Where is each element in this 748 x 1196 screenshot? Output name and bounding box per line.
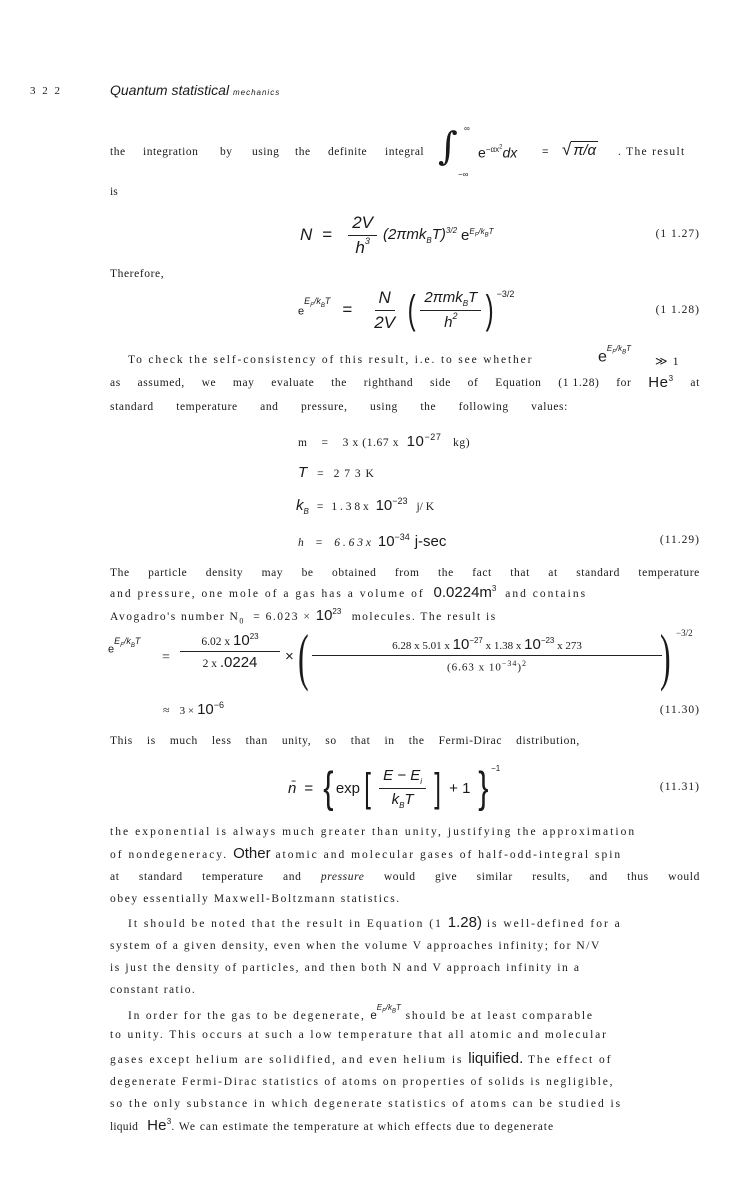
fraction-den: $k_BT$ [391, 790, 414, 810]
p7-line2: to unity. This occurs at such a low temperature that all atomic and molecular [110, 1029, 608, 1041]
word: much [169, 735, 198, 747]
word: thus [627, 871, 649, 883]
eq1130-frac1 [180, 632, 280, 671]
fraction-den: 2V [374, 312, 396, 332]
equation-11-27 [300, 210, 494, 260]
integral-lower: −∞ [458, 170, 469, 179]
word: less [211, 735, 232, 747]
fraction-den: 2 x .0224 [202, 654, 258, 671]
p6-line3: is just the density of particles, and then both N and V approach infinity in a [110, 962, 581, 974]
integral-equals: = [542, 146, 549, 158]
left-brace: { [323, 763, 334, 812]
word: temperature [202, 871, 264, 883]
equation-number: (1 1.27) [655, 228, 700, 240]
running-title-small: mechanics [232, 88, 281, 97]
word: density [205, 567, 244, 579]
p1-word: definite [328, 146, 368, 158]
p3-line3: Avogadro's number $N_0 = 6.023 \times 10^{23}$ molecules. The result is [110, 607, 497, 626]
eq-sign: = [304, 779, 314, 797]
p2-line3: standard temperature and pressure, using the following values: [110, 401, 568, 413]
eq-exponential: $e^{E_F/k_BT}$ [461, 226, 494, 244]
word: temperature [638, 567, 700, 579]
fraction-num: 2V [348, 213, 377, 236]
word: fact [472, 567, 492, 579]
p1-after: . The result [618, 146, 686, 158]
definite-integral [438, 122, 578, 182]
eq-sign: = [342, 300, 353, 319]
p3-line1 [110, 567, 700, 579]
p5-line1: the exponential is always much greater than unity, justifying the approximation [110, 826, 637, 838]
word: that [510, 567, 530, 579]
equation-number: (11.31) [659, 781, 700, 793]
fraction-den: $h^3$ [355, 235, 370, 257]
p1-word: integration [143, 146, 199, 158]
p1-word: the [295, 146, 311, 158]
fraction-num: N [375, 288, 395, 311]
equation-number: (11.30) [659, 704, 700, 716]
sqrt-icon: √ [562, 140, 572, 159]
big-right-paren: ) [660, 621, 671, 692]
word: would [668, 871, 700, 883]
eq-exponential: $e^{E_F/k_BT}$ [298, 296, 331, 318]
word: the [408, 735, 425, 747]
word: in [384, 735, 395, 747]
word: than [245, 735, 268, 747]
word: that [350, 735, 371, 747]
word: similar [476, 871, 513, 883]
value-m: m = 3 x (1.67 x $10^{-27}$ kg) [298, 432, 471, 450]
p6-line4: constant ratio. [110, 984, 197, 996]
left-bracket: [ [364, 765, 371, 810]
word: the [437, 567, 454, 579]
word: is [146, 735, 156, 747]
equation-11-31 [288, 760, 500, 816]
integrand-base: e [478, 144, 486, 161]
sqrt-arg: π/α [573, 142, 597, 159]
p5-line2: of nondegeneracy. Other atomic and molecular gases of half-odd-integral spin [110, 845, 623, 862]
fraction-den: $h^2$ [444, 311, 458, 331]
p1-word: by [220, 146, 233, 158]
page-number: 3 2 2 [30, 85, 62, 97]
p3-exponential: $e^{E_F/k_BT}$ [108, 636, 141, 656]
word: at [548, 567, 558, 579]
value-h: h = 6 . 6 3 x $10^{-34}$ j-sec [298, 532, 447, 550]
eq1130-equals: = [162, 650, 170, 665]
word: and [589, 871, 608, 883]
fraction-num: 6.28 x 5.01 x $10^{-27}$ x 1.38 x $10^{-23}$ x 273 [312, 636, 662, 656]
p1-word: the [110, 146, 126, 158]
word: standard [138, 871, 183, 883]
p6-line2: system of a given density, even when the volume V approaches infinity; for N/V [110, 940, 601, 952]
p7-line5: so the only substance in which degenerate statistics of atoms can be studied is [110, 1098, 623, 1110]
p7-line3: gases except helium are solidified, and even helium is liquified. The effect of [110, 1050, 613, 1067]
eq-lhs: n̄ [288, 779, 297, 797]
word: This [110, 735, 133, 747]
volume-value: 0.0224m [433, 584, 492, 601]
p2-much-greater: ≫ 1 [655, 354, 680, 368]
running-title [110, 82, 280, 98]
word: would [383, 871, 416, 883]
word: unity, [281, 735, 312, 747]
p6-line1: It should be noted that the result in Equation (1 1.28) is well-defined for a [128, 914, 622, 931]
fraction [348, 213, 377, 258]
plus-one: + 1 [449, 779, 471, 797]
word: results, [532, 871, 570, 883]
p1-word: integral [385, 146, 425, 158]
word: be [301, 567, 314, 579]
p4-line1 [110, 735, 580, 747]
right-paren: ) [485, 287, 494, 332]
integrand [478, 144, 517, 160]
word: pressure [320, 871, 365, 883]
p2-line1: To check the self-consistency of this result, i.e. to see whether [128, 354, 534, 366]
eq-power: −1 [491, 763, 501, 773]
p7-line4: degenerate Fermi-Dirac statistics of atoms on properties of solids is negligible, [110, 1076, 615, 1088]
integrand-exp: −αx2 [485, 144, 503, 154]
equation-number: (1 1.28) [655, 304, 700, 316]
integral-sign-icon: ∫ [438, 124, 458, 168]
equation-11-28 [298, 282, 514, 338]
eq-body: $(2\pi mk_BT)^{3/2}$ [383, 225, 458, 245]
word: at [110, 871, 120, 883]
word: standard [576, 567, 620, 579]
word: may [261, 567, 284, 579]
word: obtained [332, 567, 377, 579]
word: The [110, 567, 130, 579]
p5-line3 [110, 871, 700, 883]
eq1130-result: ≈ $3 \times 10^{-6}$ [163, 700, 225, 718]
p1-line2: is [110, 186, 118, 198]
word: from [394, 567, 420, 579]
fraction [370, 288, 399, 333]
eq-lhs: N [300, 225, 313, 244]
fraction-num: 2πmk$_B$T [420, 289, 481, 311]
p2-exponential: $e^{E_F/k_BT}$ [598, 344, 632, 366]
word: Fermi-Dirac [438, 735, 503, 747]
running-title-main: Quantum statistical [110, 82, 230, 98]
therefore-text: Therefore, [110, 268, 165, 280]
fraction-den: (6.63 x $10^{-34})^2$ [446, 659, 528, 674]
fraction [379, 767, 426, 810]
value-t: T = 2 7 3 K [298, 464, 375, 481]
integrand-dx: dx [502, 144, 518, 161]
fraction-num: 6.02 x $10^{23}$ [180, 632, 280, 652]
value-kb: $k_B = 1$ . 3 8 x $10^{-23}$ j/ K [296, 496, 435, 516]
sqrt-result [562, 140, 598, 160]
p2-line2: as assumed, we may evaluate the righthand side of Equation (1 1.28) for He$^3$ at [110, 374, 700, 391]
word: particle [148, 567, 188, 579]
exp-label: exp [335, 779, 360, 797]
left-paren: ( [407, 287, 416, 332]
p3-line2: and pressure, one mole of a gas has a volume of $0.0224m^3$ and contains [110, 584, 588, 601]
p1-word: using [252, 146, 280, 158]
right-brace: } [478, 763, 489, 812]
p5-line4: obey essentially Maxwell-Boltzmann statistics. [110, 893, 401, 905]
word: distribution, [516, 735, 580, 747]
p7-line6: liquid He$^3$. We can estimate the temperature at which effects due to degenerate [110, 1117, 555, 1134]
fraction-num: $E - E_i$ [379, 767, 426, 789]
fraction [420, 289, 481, 331]
word: so [325, 735, 337, 747]
he3: He [648, 374, 669, 391]
eq1130-frac2 [312, 636, 662, 674]
p7-line1: In order for the gas to be degenerate, $e^{E_F/k_BT}$ should be at least comparable [128, 1003, 594, 1022]
eq1130-outer-pow: −3/2 [676, 628, 693, 638]
eq1130-times: × [285, 648, 294, 665]
word: give [435, 871, 458, 883]
eq-power: −3/2 [496, 289, 515, 299]
word: and [283, 871, 302, 883]
big-left-paren: ( [298, 621, 309, 692]
equation-number: (11.29) [659, 534, 700, 546]
right-bracket: ] [434, 765, 441, 810]
eq-sign: = [322, 225, 333, 244]
integral-upper: ∞ [464, 124, 470, 133]
